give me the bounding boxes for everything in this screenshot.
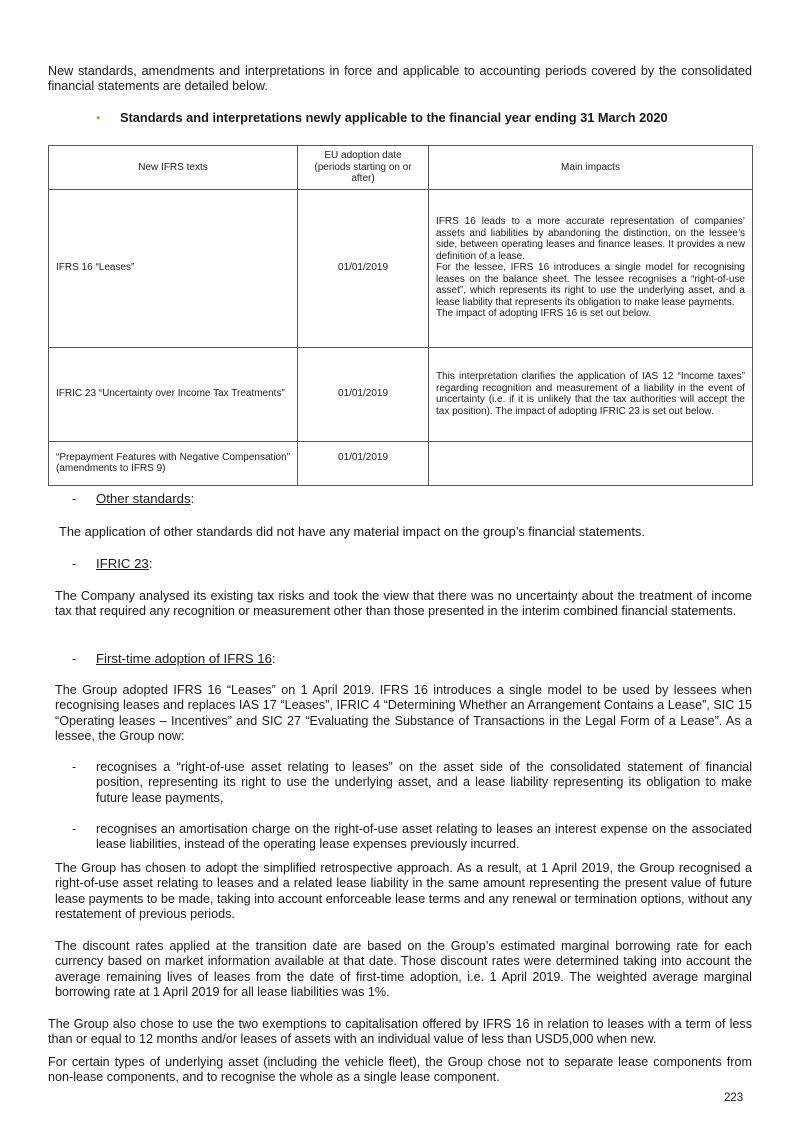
ifric23-heading [72,556,152,572]
ifrs16-paragraph: The Group also chose to use the two exemptions to capitalisation offered by IFRS 16 in relation to leases with a term of less than or equal to 12 months and/or leases of assets with an individual value of less than USD5,000 when new. [48,1017,752,1047]
table-row [49,347,753,441]
table-cell-text: “Prepayment Features with Negative Compensation” (amendments to IFRS 9) [49,441,298,485]
list-item-text: recognises a “right-of-use asset relating to leases” on the asset side of the consolidated statement of financial position, representing its right to use the underlying asset, and a lease liability representing its obligation to make future lease payments, [96,760,752,805]
section-heading [96,110,756,126]
dash-marker: - [72,491,77,506]
table-header-row [49,146,753,190]
dash-marker: - [72,556,77,571]
other-standards-heading [72,491,194,507]
dash-marker: - [72,822,77,836]
table-cell-date: 01/01/2019 [298,441,429,485]
table-row [49,189,753,347]
other-standards-body: The application of other standards did not have any material impact on the group’s financial statements. [59,524,645,539]
table-cell-text: IFRIC 23 “Uncertainty over Income Tax Treatments” [49,347,298,441]
table-row [49,441,753,485]
list-item-text: recognises an amortisation charge on the right-of-use asset relating to leases an interest expense on the associated lease liabilities, instead of the operating lease expenses previously incurred. [96,822,752,852]
heading-label: Other standards [96,491,191,506]
column-header: New IFRS texts [49,146,298,190]
column-header: EU adoption date (periods starting on or after) [298,146,429,190]
heading-colon: : [148,556,153,571]
ifrs16-paragraph: The Group has chosen to adopt the simplified retrospective approach. As a result, at 1 April 2019, the Group recognised a right-of-use asset relating to leases and a related lease liability in the same amount representing the present value of future lease payments to be made, taking into account enforceable lease terms and any renewal or termination options, without any restatement of previous periods. [55,861,752,922]
ifrs16-paragraph: The discount rates applied at the transition date are based on the Group’s estimated marginal borrowing rate for each currency based on market information available at that date. Those discount rates were determined taking into account the average remaining lives of leases from the date of first-time adoption, i.e. 1 April 2019. The weighted average marginal borrowing rate at 1 April 2019 for all lease liabilities was 1%. [55,939,752,1000]
list-item [72,760,752,806]
dash-marker: - [72,760,77,774]
table-cell-impacts: IFRS 16 leads to a more accurate representation of companies’ assets and liabilities by abandoning the distinction, on the lessee’s side, between operating leases and finance leases. It provides a new definition of a lease. For the lessee, IFRS 16 introduces a single model for recognising leases on the balance sheet. The lessee recognises a “right-of-use asset”, which represents its right to use the underlying asset, and a lease liability that represents its obligation to make lease payments. The impact of adopting IFRS 16 is set out below. [429,189,753,347]
table-cell-date: 01/01/2019 [298,189,429,347]
dash-marker: - [72,651,77,666]
table-cell-date: 01/01/2019 [298,347,429,441]
ifrs16-paragraph: The Group adopted IFRS 16 “Leases” on 1 April 2019. IFRS 16 introduces a single model to be used by lessees when recognising leases and replaces IAS 17 “Leases”, IFRIC 4 “Determining Whether an Arrangement Contains a Lease”, SIC 15 “Operating leases – Incentives” and SIC 27 “Evaluating the Substance of Transactions in the Legal Form of a Lease”. As a lessee, the Group now: [55,683,752,744]
list-item [72,822,752,853]
page-number: 223 [724,1092,744,1104]
heading-label: IFRIC 23 [96,556,149,571]
ifric23-body: The Company analysed its existing tax risks and took the view that there was no uncertainty about the treatment of income tax that required any recognition or measurement other than those presented in the interim combined financial statements. [55,589,752,619]
table-cell-impacts [429,441,753,485]
intro-paragraph: New standards, amendments and interpretations in force and applicable to accounting periods covered by the consolidated financial statements are detailed below. [48,64,752,93]
ifrs16-paragraph: For certain types of underlying asset (including the vehicle fleet), the Group chose not to separate lease components from non-lease components, and to recognise the whole as a single lease component. [48,1055,752,1085]
heading-label: First-time adoption of IFRS 16 [96,651,272,666]
heading-colon: : [271,651,276,666]
table-cell-text: IFRS 16 “Leases” [49,189,298,347]
ifrs16-heading [72,651,276,667]
section-heading-text: Standards and interpretations newly applicable to the financial year ending 31 March 2020 [120,110,668,125]
column-header: Main impacts [429,146,753,190]
ifrs-table [48,145,753,486]
heading-colon: : [190,491,195,506]
table-cell-impacts: This interpretation clarifies the application of IAS 12 “Income taxes” regarding recognition and measurement of a liability in the event of uncertainty (i.e. if it is unlikely that the tax authorities will accept the tax position). The impact of adopting IFRIC 23 is set out below. [429,347,753,441]
bullet-icon: • [96,110,101,125]
